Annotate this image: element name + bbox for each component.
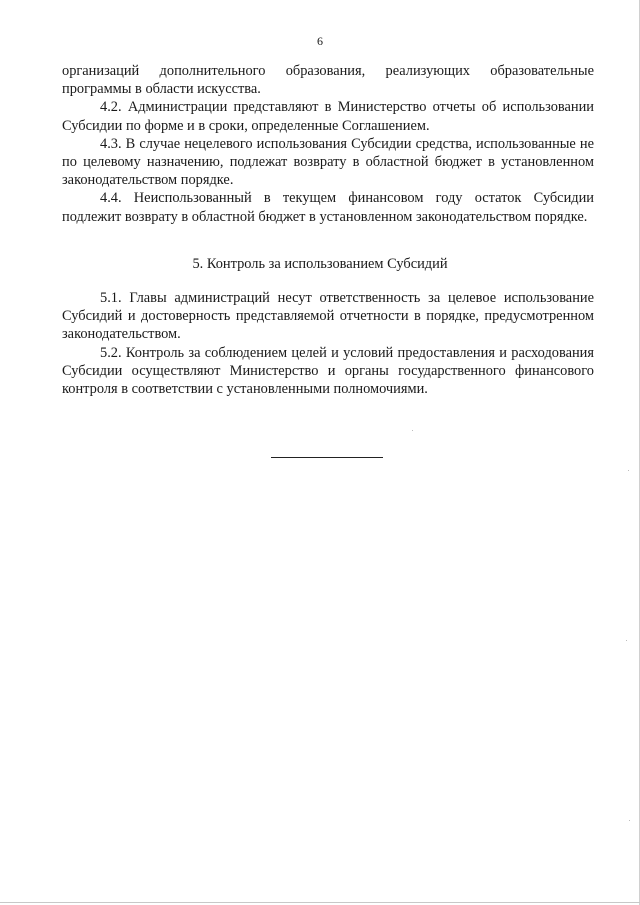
paragraph-4-4: 4.4. Неиспользованный в текущем финансовом году остаток Субсидии подлежит возврату в областной бюджет в установленном законодательством порядке.: [62, 190, 594, 225]
scan-speck: [629, 820, 630, 821]
scan-speck: [626, 640, 627, 641]
page-number: 6: [317, 34, 323, 48]
section-5-heading: 5. Контроль за использованием Субсидий: [192, 256, 448, 272]
paragraph-5-2: 5.2. Контроль за соблюдением целей и условий предоставления и расходования Субсидии осуществляют Министерство и органы государственного финансового контроля в соответствии с установленными полномочиями.: [62, 344, 594, 398]
paragraph-4-3: 4.3. В случае нецелевого использования Субсидии средства, использованные не по целевому назначению, подлежат возврату в областной бюджет в установленном законодательством порядке.: [62, 135, 594, 189]
paragraph-5-1: 5.1. Главы администраций несут ответственность за целевое использование Субсидий и достоверность представляемой отчетности в порядке, предусмотренном законодательством.: [62, 290, 594, 343]
scan-speck: [412, 430, 413, 431]
paragraph-4-2: 4.2. Администрации представляют в Министерство отчеты об использовании Субсидии по форме и в сроки, определенные Соглашением.: [62, 99, 594, 134]
section-5-body: [62, 289, 594, 398]
section-4-continuation: [62, 62, 594, 226]
paragraph-4-1-continuation: организаций дополнительного образования, реализующих образовательные программы в области искусства.: [62, 63, 594, 98]
end-of-document-rule: [271, 457, 383, 458]
scan-edge-bottom: [0, 902, 640, 903]
scan-speck: [628, 470, 629, 471]
